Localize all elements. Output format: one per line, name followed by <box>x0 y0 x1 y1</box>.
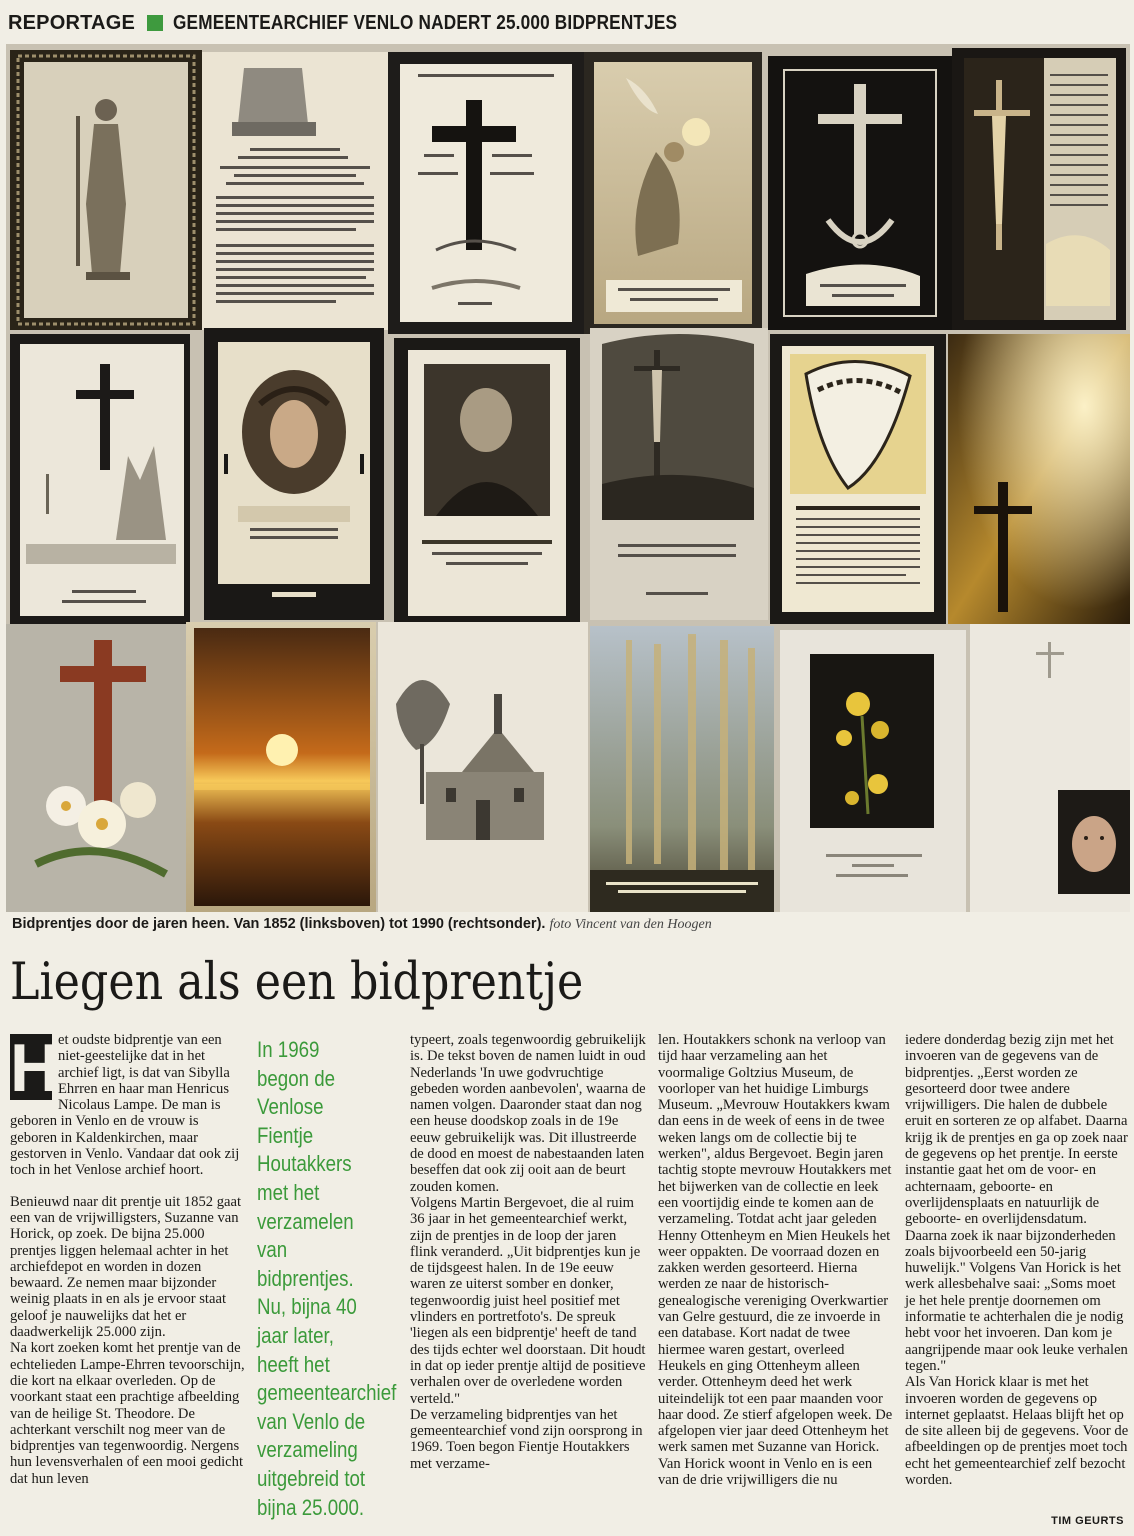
card-ecce-homo <box>204 328 384 620</box>
dropcap: H <box>10 1030 60 1106</box>
card-cross-light <box>948 334 1130 624</box>
section-kicker <box>8 8 759 38</box>
card-poplars <box>590 626 774 912</box>
green-square-icon <box>147 15 163 31</box>
paragraph: typeert, zoals tegenwoordig gebruikelijk is. De tekst boven de namen luidt in oud Nederlands 'In uwe godvruchtige gebeden worden aanbevolen', waarna de namen volgen. Daaronder staat dan nog een heuse doodskop zoals in de 19e eeuw gebruikelijk was. Dit illustreerde de dood en moest de nabestaanden laten beseffen dat ook zij ooit aan de beurt zouden komen. <box>410 1032 646 1195</box>
card-sunset <box>186 622 376 912</box>
article-column-1 <box>10 1032 247 1487</box>
paragraph: len. Houtakkers schonk na verloop van tijd haar verzameling aan het voormalige Goltzius Museum, de voorloper van het huidige Limburgs Museum. „Mevrouw Houtakkers kwam dan eens in de week of eens in de twee weken langs om de collectie bij te werken", aldus Bergevoet. Begin jaren tachtig stopte mevrouw Houtakkers met het bijwerken van de collectie en leek een voortijdig einde te komen aan de verzameling. Totdat acht jaar geleden Henny Ottenheym en Mien Heukels het weer oppakten. De voorraad dozen en zakken werden gesorteerd. Hierna werden ze naar de historisch-genealogische vereniging Overkwartier van Gelre gestuurd, die ze invoerde in een database. Kort nadat de twee hiermee waren gestart, overleed Heukels en ging Ottenheym alleen verder. Ottenheym deed het werk uiteindelijk tot een paar maanden voor haar dood. Ze stierf afgelopen week. De afgelopen vier jaar deed Ottenheym het werk samen met Suzanne van Horick. <box>658 1032 893 1456</box>
card-monument-text <box>202 52 388 330</box>
card-chapel <box>378 622 588 912</box>
card-black-cross <box>388 52 584 334</box>
section-topic: GEMEENTEARCHIEF VENLO NADERT 25.000 BIDPRENTJES <box>173 11 678 34</box>
paragraph: et oudste bidprentje van een niet-geestelijke dat in het archief ligt, is dat van Sibylla Ehrren en haar man Henricus Nicolaus Lampe. De man is geboren in Venlo en de vrouw is geboren in Kaldenkirchen, maar gestorven in Venlo. Vandaar dat ook zij toch in het Venlose archief hoort. <box>10 1032 240 1179</box>
card-crucifix-text <box>952 48 1126 330</box>
card-yellow-flowers <box>780 630 966 912</box>
paragraph: Na kort zoeken komt het prentje van de echtelieden Lampe-Ehrren tevoorschijn, die kort na elkaar overleden. Op de voorkant staat een prachtige afbeelding van de heilige St. Theodore. De achterkant verschilt nog meer van de bidprentjes van tegenwoordig. Nergens hun levensverhalen of een mooi gedicht dat hun leven <box>10 1340 245 1487</box>
paragraph: iedere donderdag bezig zijn met het invoeren van de gegevens van de bidprentjes. „Eerst worden ze gesorteerd door twee andere vrijwilligers. Die halen de dubbele eruit en sorteren ze op alfabet. Daarna krijg ik de prentjes en ga op zoek naar de gegevens op het prentje. In eerste instantie gaat het om de voor- en achternaam, geboorte- en overlijdensplaats en natuurlijk de geboorte- en overlijdensdatum. Daarna zoek ik naar bijzonderheden zoals bijvoorbeeld een 50-jarig huwelijk." Volgens Van Horick is het werk allesbehalve saai: „Soms moet je het hele prentje doornemen om informatie te achterhalen die je nodig hebt voor het invoeren. Dan kom je aangrijpende maar ook leuke verhalen tegen." <box>905 1032 1128 1374</box>
card-1852-saint <box>10 50 202 330</box>
pull-quote: In 1969 begon de Venlose Fientje Houtakkers met het verzamelen van bidprentjes. Nu, bijna 40 jaar later, heeft het gemeentearchief van Venlo de verzameling uitgebreid tot bijna 25.000. <box>257 1037 397 1520</box>
card-anchor-cross <box>768 56 952 330</box>
paragraph: Als Van Horick klaar is met het invoeren worden de gegevens op internet geplaatst. Helaas blijft het op de site alleen bij de gegevens. Voor de afbeeldingen op de prentjes moet toch echt het gemeentearchief zelf bezocht worden. <box>905 1374 1129 1489</box>
section-label: REPORTAGE <box>8 11 135 34</box>
photo-caption <box>12 916 712 938</box>
article-column-3 <box>658 1032 895 1488</box>
caption-text: Bidprentjes door de jaren heen. Van 1852 (linksboven) tot 1990 (rechtsonder). <box>12 916 546 932</box>
paragraph: De verzameling bidprentjes van het gemeentearchief vond zijn oorsprong in 1969. Toen begon Fientje Houtakkers met verzame- <box>410 1406 643 1472</box>
byline: TIM GEURTS <box>1051 1515 1124 1527</box>
card-christ-thorns <box>770 334 946 624</box>
paragraph: Benieuwd naar dit prentje uit 1852 gaat een van de vrijwilligsters, Suzanne van Horick, op zoek. De bijna 25.000 prentjes liggen helemaal achter in het archiefdepot en worden in dozen bewaard. Ze nemen maar bijzonder weinig plaats in en als je ervoor staat geloof je nauwelijks dat het er daadwerkelijk 25.000 zijn. <box>10 1193 241 1341</box>
card-cross-rocks <box>10 334 190 626</box>
card-cross-flowers <box>6 624 186 912</box>
article-column-2 <box>410 1032 647 1472</box>
bidprentjes-photo <box>6 44 1130 912</box>
paragraph: Van Horick woont in Venlo en is een van de drie vrijwilligers die nu <box>658 1455 873 1489</box>
photo-collage <box>6 44 1130 912</box>
card-portrait <box>394 338 580 628</box>
article-column-4 <box>905 1032 1129 1488</box>
card-crucifixion <box>590 328 768 620</box>
paragraph: Volgens Martin Bergevoet, die al ruim 36 jaar in het gemeentearchief werkt, zijn de prentjes in de loop der jaren flink veranderd. „Uit bidprentjes kun je de tijdsgeest halen. In de 19e eeuw waren ze uiterst somber en donker, tegenwoordig juist heel positief met vlinders en portretfoto's. De spreuk 'liegen als een bidprentje' heeft de tand des tijds echter wel doorstaan. Dit houdt in dat op ieder prentje altijd de positieve verhalen over de overledene worden verteld." <box>410 1194 646 1407</box>
article-headline: Liegen als een bidprentje <box>10 953 584 1012</box>
photo-credit: foto Vincent van den Hoogen <box>549 917 712 932</box>
card-angel-monk <box>584 52 762 334</box>
card-1990-woman <box>970 624 1130 912</box>
